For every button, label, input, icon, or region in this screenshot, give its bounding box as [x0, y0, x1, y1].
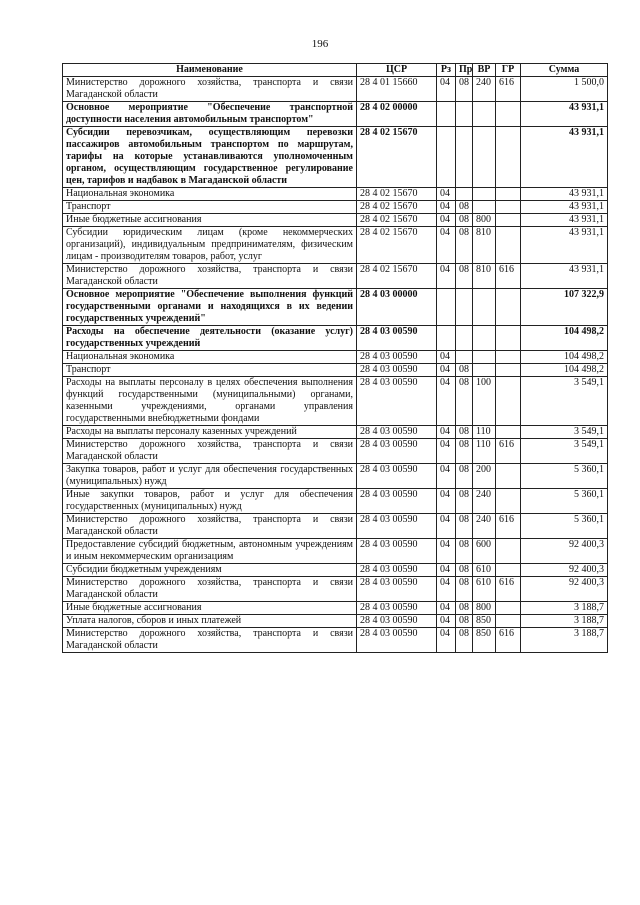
table-row — [63, 514, 608, 539]
cell-rz: 04 — [437, 577, 456, 602]
cell-gr: 616 — [496, 439, 521, 464]
cell-rz — [437, 127, 456, 188]
cell-pr: 08 — [456, 628, 473, 653]
cell-rz: 04 — [437, 364, 456, 377]
cell-sum: 3 549,1 — [521, 377, 608, 426]
cell-sum: 43 931,1 — [521, 127, 608, 188]
table-row — [63, 539, 608, 564]
cell-name: Иные бюджетные ассигнования — [63, 214, 357, 227]
cell-csr: 28 4 03 00590 — [357, 377, 437, 426]
table-row — [63, 188, 608, 201]
cell-rz: 04 — [437, 564, 456, 577]
cell-csr: 28 4 03 00590 — [357, 514, 437, 539]
cell-vr: 850 — [473, 615, 496, 628]
cell-gr — [496, 227, 521, 264]
header-name: Наименование — [63, 64, 357, 77]
cell-vr — [473, 364, 496, 377]
cell-rz: 04 — [437, 615, 456, 628]
cell-gr — [496, 351, 521, 364]
cell-vr: 240 — [473, 77, 496, 102]
cell-csr: 28 4 03 00590 — [357, 577, 437, 602]
cell-vr: 240 — [473, 514, 496, 539]
cell-rz: 04 — [437, 214, 456, 227]
table-row — [63, 489, 608, 514]
table-row — [63, 227, 608, 264]
cell-sum: 5 360,1 — [521, 489, 608, 514]
cell-vr: 810 — [473, 264, 496, 289]
cell-vr — [473, 102, 496, 127]
cell-pr: 08 — [456, 426, 473, 439]
cell-rz: 04 — [437, 264, 456, 289]
cell-gr — [496, 564, 521, 577]
cell-pr — [456, 326, 473, 351]
cell-name: Министерство дорожного хозяйства, транспорта и связи Магаданской области — [63, 628, 357, 653]
cell-rz: 04 — [437, 539, 456, 564]
cell-rz: 04 — [437, 201, 456, 214]
cell-gr — [496, 602, 521, 615]
cell-name: Субсидии юридическим лицам (кроме некоммерческих организаций), индивидуальным предпринимателям, физическим лицам - производителям товаров, работ, услуг — [63, 227, 357, 264]
table-row — [63, 602, 608, 615]
cell-rz — [437, 289, 456, 326]
cell-gr: 616 — [496, 577, 521, 602]
cell-name: Транспорт — [63, 201, 357, 214]
cell-vr — [473, 201, 496, 214]
table-row — [63, 628, 608, 653]
cell-name: Министерство дорожного хозяйства, транспорта и связи Магаданской области — [63, 514, 357, 539]
cell-vr: 800 — [473, 214, 496, 227]
cell-vr: 850 — [473, 628, 496, 653]
cell-sum: 43 931,1 — [521, 102, 608, 127]
cell-pr: 08 — [456, 577, 473, 602]
cell-name: Иные закупки товаров, работ и услуг для обеспечения государственных (муниципальных) нужд — [63, 489, 357, 514]
cell-rz: 04 — [437, 514, 456, 539]
header-pr: Пр — [456, 64, 473, 77]
cell-csr: 28 4 03 00590 — [357, 364, 437, 377]
cell-name: Национальная экономика — [63, 351, 357, 364]
cell-vr: 110 — [473, 439, 496, 464]
cell-gr — [496, 615, 521, 628]
cell-rz: 04 — [437, 439, 456, 464]
cell-rz: 04 — [437, 426, 456, 439]
cell-sum: 3 549,1 — [521, 426, 608, 439]
cell-name: Субсидии перевозчикам, осуществляющим перевозки пассажиров автомобильным транспортом по маршрутам, тарифы на которые устанавливаются уполномоченным органом, осуществляющим государственное регулирование цен, тарифов и надбавок в Магаданской области — [63, 127, 357, 188]
table-row — [63, 289, 608, 326]
cell-sum: 43 931,1 — [521, 264, 608, 289]
cell-pr: 08 — [456, 489, 473, 514]
cell-pr: 08 — [456, 439, 473, 464]
cell-pr: 08 — [456, 615, 473, 628]
cell-pr: 08 — [456, 602, 473, 615]
cell-rz: 04 — [437, 628, 456, 653]
header-csr: ЦСР — [357, 64, 437, 77]
table-row — [63, 264, 608, 289]
cell-name: Расходы на выплаты персоналу казенных учреждений — [63, 426, 357, 439]
cell-name: Основное мероприятие "Обеспечение выполнения функций государственными органами и находящихся в их ведении государственных учреждений" — [63, 289, 357, 326]
cell-pr — [456, 188, 473, 201]
cell-sum: 3 188,7 — [521, 628, 608, 653]
cell-csr: 28 4 02 15670 — [357, 214, 437, 227]
cell-pr: 08 — [456, 364, 473, 377]
cell-vr: 200 — [473, 464, 496, 489]
cell-csr: 28 4 03 00590 — [357, 615, 437, 628]
cell-csr: 28 4 03 00590 — [357, 628, 437, 653]
cell-csr: 28 4 03 00590 — [357, 539, 437, 564]
table-row — [63, 77, 608, 102]
cell-vr — [473, 188, 496, 201]
cell-gr — [496, 289, 521, 326]
cell-csr: 28 4 02 15670 — [357, 127, 437, 188]
cell-pr: 08 — [456, 201, 473, 214]
cell-csr: 28 4 02 15670 — [357, 188, 437, 201]
cell-vr: 100 — [473, 377, 496, 426]
cell-name: Субсидии бюджетным учреждениям — [63, 564, 357, 577]
cell-sum: 104 498,2 — [521, 364, 608, 377]
table-row — [63, 351, 608, 364]
cell-pr: 08 — [456, 464, 473, 489]
cell-gr — [496, 127, 521, 188]
cell-gr: 616 — [496, 628, 521, 653]
cell-gr — [496, 489, 521, 514]
cell-gr — [496, 214, 521, 227]
cell-csr: 28 4 03 00590 — [357, 602, 437, 615]
cell-rz — [437, 102, 456, 127]
cell-csr: 28 4 03 00590 — [357, 426, 437, 439]
cell-vr — [473, 351, 496, 364]
cell-name: Министерство дорожного хозяйства, транспорта и связи Магаданской области — [63, 439, 357, 464]
cell-sum: 43 931,1 — [521, 214, 608, 227]
cell-csr: 28 4 03 00590 — [357, 464, 437, 489]
budget-table — [62, 63, 608, 653]
table-row — [63, 326, 608, 351]
header-row — [63, 64, 608, 77]
cell-pr — [456, 102, 473, 127]
cell-gr — [496, 188, 521, 201]
table-row — [63, 102, 608, 127]
cell-vr — [473, 326, 496, 351]
cell-csr: 28 4 03 00590 — [357, 439, 437, 464]
cell-name: Предоставление субсидий бюджетным, автономным учреждениям и иным некоммерческим организациям — [63, 539, 357, 564]
cell-gr — [496, 377, 521, 426]
header-rz: Рз — [437, 64, 456, 77]
cell-name: Министерство дорожного хозяйства, транспорта и связи Магаданской области — [63, 77, 357, 102]
cell-pr — [456, 289, 473, 326]
cell-gr — [496, 364, 521, 377]
cell-gr — [496, 201, 521, 214]
table-row — [63, 615, 608, 628]
table-body — [63, 77, 608, 653]
cell-vr: 240 — [473, 489, 496, 514]
cell-csr: 28 4 03 00000 — [357, 289, 437, 326]
table-row — [63, 464, 608, 489]
cell-pr: 08 — [456, 564, 473, 577]
cell-name: Уплата налогов, сборов и иных платежей — [63, 615, 357, 628]
cell-gr — [496, 539, 521, 564]
cell-sum: 5 360,1 — [521, 514, 608, 539]
cell-vr: 800 — [473, 602, 496, 615]
cell-name: Министерство дорожного хозяйства, транспорта и связи Магаданской области — [63, 577, 357, 602]
cell-name: Закупка товаров, работ и услуг для обеспечения государственных (муниципальных) нужд — [63, 464, 357, 489]
table-row — [63, 201, 608, 214]
table-row — [63, 426, 608, 439]
cell-pr: 08 — [456, 214, 473, 227]
cell-csr: 28 4 01 15660 — [357, 77, 437, 102]
cell-sum: 43 931,1 — [521, 227, 608, 264]
cell-vr — [473, 289, 496, 326]
table-row — [63, 214, 608, 227]
cell-name: Основное мероприятие "Обеспечение транспортной доступности населения автомобильным транспортом" — [63, 102, 357, 127]
cell-name: Министерство дорожного хозяйства, транспорта и связи Магаданской области — [63, 264, 357, 289]
cell-rz: 04 — [437, 464, 456, 489]
cell-name: Иные бюджетные ассигнования — [63, 602, 357, 615]
header-vr: ВР — [473, 64, 496, 77]
cell-csr: 28 4 03 00590 — [357, 489, 437, 514]
cell-sum: 1 500,0 — [521, 77, 608, 102]
cell-sum: 107 322,9 — [521, 289, 608, 326]
cell-pr: 08 — [456, 264, 473, 289]
cell-sum: 92 400,3 — [521, 564, 608, 577]
table-row — [63, 577, 608, 602]
cell-sum: 3 188,7 — [521, 602, 608, 615]
cell-csr: 28 4 03 00590 — [357, 326, 437, 351]
cell-vr: 610 — [473, 564, 496, 577]
cell-pr: 08 — [456, 514, 473, 539]
cell-sum: 43 931,1 — [521, 188, 608, 201]
cell-pr: 08 — [456, 377, 473, 426]
cell-rz: 04 — [437, 351, 456, 364]
cell-rz — [437, 326, 456, 351]
cell-csr: 28 4 02 00000 — [357, 102, 437, 127]
header-gr: ГР — [496, 64, 521, 77]
cell-vr: 610 — [473, 577, 496, 602]
cell-gr — [496, 326, 521, 351]
cell-gr — [496, 464, 521, 489]
cell-sum: 3 188,7 — [521, 615, 608, 628]
cell-rz: 04 — [437, 227, 456, 264]
cell-sum: 92 400,3 — [521, 539, 608, 564]
cell-sum: 92 400,3 — [521, 577, 608, 602]
cell-gr: 616 — [496, 514, 521, 539]
cell-vr — [473, 127, 496, 188]
cell-name: Транспорт — [63, 364, 357, 377]
cell-pr: 08 — [456, 227, 473, 264]
page-number: 196 — [311, 38, 329, 50]
cell-sum: 5 360,1 — [521, 464, 608, 489]
cell-pr: 08 — [456, 77, 473, 102]
table-row — [63, 364, 608, 377]
cell-name: Национальная экономика — [63, 188, 357, 201]
cell-pr: 08 — [456, 539, 473, 564]
cell-csr: 28 4 02 15670 — [357, 264, 437, 289]
cell-rz: 04 — [437, 188, 456, 201]
table-row — [63, 377, 608, 426]
table-header — [63, 64, 608, 77]
cell-csr: 28 4 02 15670 — [357, 201, 437, 214]
cell-vr: 110 — [473, 426, 496, 439]
cell-sum: 3 549,1 — [521, 439, 608, 464]
table-row — [63, 127, 608, 188]
cell-csr: 28 4 03 00590 — [357, 564, 437, 577]
table-row — [63, 439, 608, 464]
cell-rz: 04 — [437, 602, 456, 615]
cell-name: Расходы на выплаты персоналу в целях обеспечения выполнения функций государственными (муниципальными) органами, казенными учреждениями, органами управления государственными внебюджетными фондами — [63, 377, 357, 426]
cell-gr — [496, 102, 521, 127]
cell-sum: 104 498,2 — [521, 326, 608, 351]
cell-sum: 43 931,1 — [521, 201, 608, 214]
cell-rz: 04 — [437, 377, 456, 426]
cell-gr: 616 — [496, 77, 521, 102]
cell-pr — [456, 127, 473, 188]
cell-rz: 04 — [437, 489, 456, 514]
cell-csr: 28 4 02 15670 — [357, 227, 437, 264]
cell-gr — [496, 426, 521, 439]
cell-gr: 616 — [496, 264, 521, 289]
cell-vr: 810 — [473, 227, 496, 264]
header-sum: Сумма — [521, 64, 608, 77]
cell-rz: 04 — [437, 77, 456, 102]
cell-pr — [456, 351, 473, 364]
table-row — [63, 564, 608, 577]
cell-csr: 28 4 03 00590 — [357, 351, 437, 364]
cell-vr: 600 — [473, 539, 496, 564]
cell-sum: 104 498,2 — [521, 351, 608, 364]
cell-name: Расходы на обеспечение деятельности (оказание услуг) государственных учреждений — [63, 326, 357, 351]
